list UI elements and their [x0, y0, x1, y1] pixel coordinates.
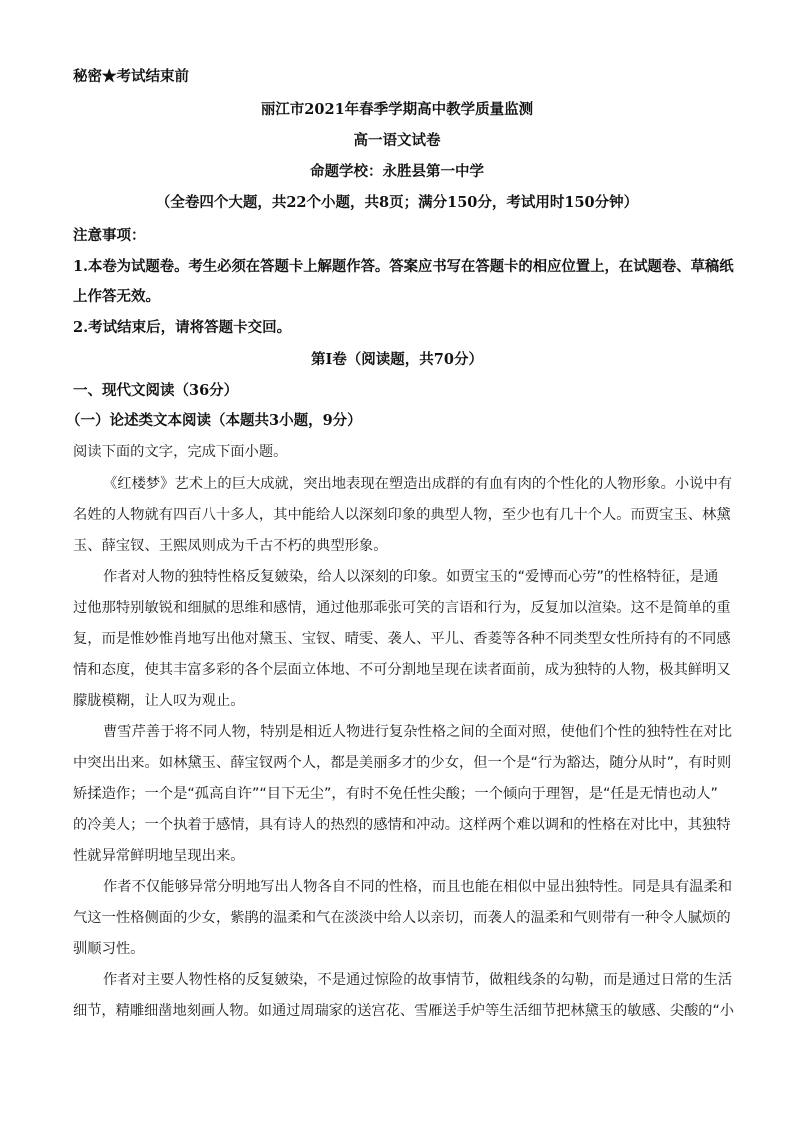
note-item-1: 1.本卷为试题卷。考生必须在答题卡上解题作答。答案应书写在答题卡的相应位置上，在试题卷、草稿纸: [73, 258, 734, 275]
passage-line: 驯顺习性。: [73, 941, 145, 957]
note-item-1-cont: 上作答无效。: [73, 288, 160, 305]
passage-line: 过他那特别敏锐和细腻的思维和感情，通过他那乖张可笑的言语和行为，反复加以渲染。这不是简单的重: [73, 600, 731, 616]
passage-line: 曹雪芹善于将不同人物，特别是相近人物进行复杂性格之间的全面对照，使他们个性的独特性在对比: [103, 724, 733, 740]
section-heading: 一、现代文阅读（36分）: [73, 382, 239, 399]
secret-mark: 秘密★考试结束前: [73, 68, 189, 85]
passage-line: 作者不仅能够异常分明地写出人物各自不同的性格，而且也能在相似中显出独特性。同是具有温柔和: [103, 879, 733, 895]
exam-title: 丽江市2021年春季学期高中教学质量监测: [260, 101, 534, 118]
passage-line: 性就异常鲜明地呈现出来。: [73, 848, 245, 864]
school-name: 命题学校：永胜县第一中学: [310, 163, 484, 180]
instruction-text: 阅读下面的文字，完成下面小题。: [73, 444, 288, 460]
exam-info: （全卷四个大题，共22个小题，共8页；满分150分，考试用时150分钟）: [155, 194, 639, 211]
passage-line: 的冷美人；一个执着于感情，具有诗人的热烈的感情和冲动。这样两个难以调和的性格在对比中，其独特: [73, 817, 731, 833]
passage-line: 朦胧模糊，让人叹为观止。: [73, 693, 245, 709]
notes-heading: 注意事项：: [73, 227, 146, 244]
passage-line: 矫揉造作；一个是“孤高自许”“目下无尘”，有时不免任性尖酸；一个倾向于理智，是“任是无情也动人”: [73, 786, 718, 802]
passage-line: 名姓的人物就有四百八十多人，其中能给人以深刻印象的典型人物，至少也有几十个人。而贾宝玉、林黛: [73, 507, 731, 523]
subsection-heading: （一）论述类文本阅读（本题共3小题，9分）: [66, 412, 362, 429]
passage-line: 玉、薛宝钗、王熙凤则成为千古不朽的典型形象。: [73, 538, 388, 554]
exam-subtitle: 高一语文试卷: [353, 132, 441, 149]
passage-line: 复，而是惟妙惟肖地写出他对黛玉、宝钗、晴雯、袭人、平儿、香菱等各种不同类型女性所持有的不同感: [73, 631, 731, 647]
passage-line: 中突出出来。如林黛玉、薛宝钗两个人，都是美丽多才的少女，但一个是“行为豁达，随分从时”，有时则: [73, 755, 732, 771]
passage-line: 细节，精雕细凿地刻画人物。如通过周瑞家的送宫花、雪雁送手炉等生活细节把林黛玉的敏感、尖酸的“小: [73, 1003, 735, 1019]
passage-line: 作者对主要人物性格的反复皴染，不是通过惊险的故事情节，做粗线条的勾勒，而是通过日常的生活: [103, 972, 733, 988]
part-title: 第Ⅰ卷（阅读题，共70分）: [311, 351, 483, 368]
passage-line: 作者对人物的独特性格反复皴染，给人以深刻的印象。如贾宝玉的“爱博而心劳”的性格特征，是通: [103, 569, 719, 585]
passage-line: 《红楼梦》艺术上的巨大成就，突出地表现在塑造出成群的有血有肉的个性化的人物形象。小说中有: [103, 476, 733, 492]
passage-line: 气这一性格侧面的少女，紫鹃的温柔和气在淡淡中给人以亲切，而袭人的温柔和气则带有一种令人腻烦的: [73, 910, 731, 926]
passage-line: 情和态度，使其丰富多彩的各个层面立体地、不可分割地呈现在读者面前，成为独特的人物，极其鲜明又: [73, 662, 731, 678]
note-item-2: 2.考试结束后，请将答题卡交回。: [73, 319, 292, 336]
